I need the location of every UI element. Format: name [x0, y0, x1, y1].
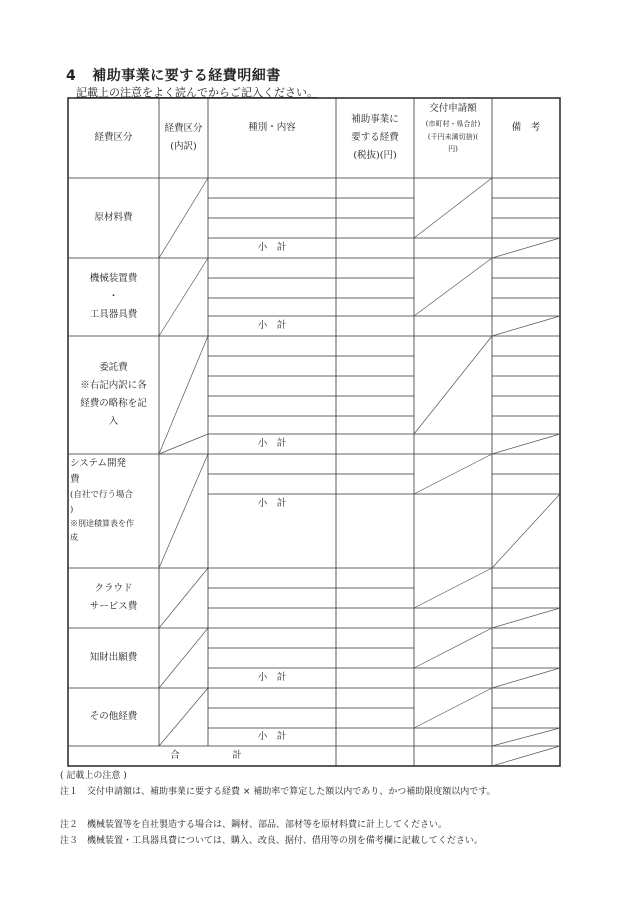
- header-expense-category: 経費区分: [94, 131, 133, 143]
- row-system-label: [70, 456, 159, 568]
- amount-diagonal: [414, 336, 492, 434]
- breakdown-diagonal: [159, 628, 208, 688]
- row-consignment-line1: 委託費: [99, 361, 128, 373]
- subtotal-ip: 小 計: [257, 671, 287, 683]
- row-ip-label: 知財出願費: [89, 651, 138, 663]
- row-system-line3: (自社で行う場合: [70, 490, 133, 501]
- header-application-amount-main: 交付申請額: [429, 103, 477, 114]
- breakdown-diagonal: [159, 454, 208, 568]
- amount-diagonal: [414, 688, 492, 728]
- section-number: 4: [66, 68, 77, 84]
- breakdown-diagonal: [159, 258, 208, 336]
- remarks-diagonal: [492, 434, 560, 454]
- row-consignment-line4: 入: [108, 416, 119, 428]
- breakdown-diagonal: [159, 178, 208, 258]
- row-consignment-label: [68, 336, 159, 454]
- amount-diagonal: [414, 258, 492, 316]
- instruction-note: 記載上の注意をよく読んでからご記入ください。: [76, 86, 318, 99]
- breakdown-diagonal: [159, 568, 208, 628]
- header-remarks: 備 考: [511, 121, 541, 133]
- amount-diagonal: [414, 178, 492, 238]
- notes-heading: ( 記載上の注意 ): [60, 771, 127, 781]
- note-3: 注３ 機械装置・工具器具費については、購入、改良、据付、借用等の別を備考欄に記載してください。: [60, 836, 483, 846]
- row-equipment-dot: ・: [108, 290, 119, 302]
- amount-diagonal: [414, 454, 492, 494]
- header-type-content: 種別・内容: [248, 121, 296, 133]
- remarks-diagonal: [492, 728, 560, 746]
- row-materials-label: 原材料費: [94, 211, 133, 223]
- row-system-line6: 成: [70, 532, 78, 542]
- header-application-amount-sub: (市町村・県合計) (千円未満切捨)( 円): [425, 120, 481, 154]
- row-system-line1: システム開発: [70, 458, 127, 469]
- total-label-2: 計: [232, 750, 242, 762]
- row-equipment-line1: 機械装置費: [89, 272, 138, 284]
- row-system-line2: 費: [70, 474, 80, 486]
- remarks-diagonal: [492, 668, 560, 688]
- row-system-line4: ): [70, 504, 74, 515]
- subtotal-other: 小 計: [257, 730, 287, 742]
- note-2: 注２ 機械装置等を自社製造する場合は、鋼材、部品、部材等を原材料費に計上してください。: [60, 820, 448, 830]
- remarks-diagonal: [492, 746, 560, 766]
- header-subsidy-cost: 補助事業に 要する経費 (税抜)(円): [351, 113, 399, 162]
- header-expense-breakdown: 経費区分 (内訳): [164, 122, 203, 152]
- row-equipment-line2: 工具器具費: [89, 309, 138, 321]
- breakdown-diagonal: [159, 688, 208, 746]
- header-application-amount: [414, 100, 492, 178]
- subtotal-materials: 小 計: [257, 241, 287, 253]
- remarks-diagonal: [492, 608, 560, 628]
- section-title-text: 補助事業に要する経費明細書: [92, 68, 281, 84]
- remarks-diagonal: [492, 494, 560, 568]
- breakdown-diagonal: [159, 336, 208, 454]
- row-equipment-label: [68, 258, 159, 336]
- remarks-diagonal: [492, 316, 560, 336]
- row-consignment-line2: ※右記内訳に各: [80, 379, 147, 391]
- total-label-1: 合: [170, 750, 180, 762]
- row-cloud-line1: クラウド: [94, 582, 133, 594]
- subtotal-equipment: 小 計: [257, 319, 287, 331]
- row-other-label: その他経費: [89, 710, 138, 722]
- row-consignment-line3: 経費の略称を記: [80, 398, 147, 409]
- amount-diagonal: [414, 628, 492, 668]
- remarks-diagonal: [492, 238, 560, 258]
- amount-diagonal: [414, 568, 492, 608]
- row-cloud-line2: サービス費: [89, 601, 138, 612]
- note-1: 注１ 交付申請額は、補助事業に要する経費 × 補助率で算定した額以内であり、かつ補助限度額以内です。: [60, 787, 496, 797]
- subtotal-consignment: 小 計: [257, 437, 287, 449]
- row-system-line5: ※別途積算表を作: [70, 519, 134, 529]
- subtotal-system: 小 計: [257, 497, 287, 509]
- row-cloud-label: [68, 568, 159, 628]
